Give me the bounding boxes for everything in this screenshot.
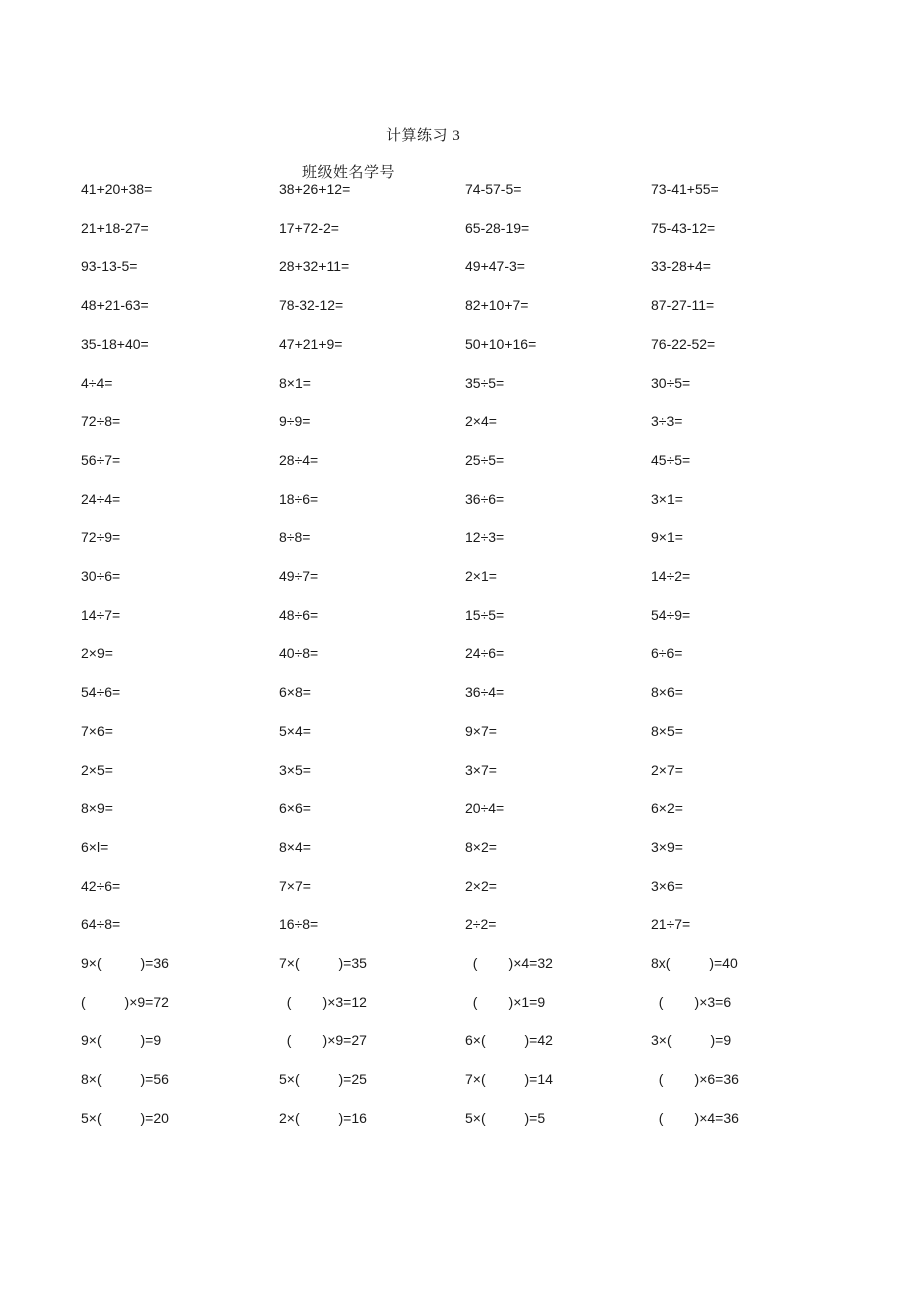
problem-cell: 6÷6= [651, 645, 683, 662]
problem-cell: 30÷5= [651, 374, 691, 391]
problem-cell: 24÷4= [81, 490, 121, 507]
problem-cell: 25÷5= [465, 451, 505, 468]
problem-cell: 21+18-27= [81, 219, 149, 236]
problem-cell: 54÷9= [651, 606, 691, 623]
problem-cell: 72÷9= [81, 529, 121, 546]
problem-cell: 48+21-63= [81, 297, 149, 314]
problem-cell: 5×( )=25 [279, 1071, 367, 1088]
problem-cell: 3÷3= [651, 413, 683, 430]
page-title: 计算练习 3 [386, 128, 461, 144]
problem-cell: ( )×3=6 [651, 993, 732, 1010]
problem-cell: 8×( )=56 [81, 1071, 169, 1088]
problem-cell: 15÷5= [465, 606, 505, 623]
problem-cell: 9×1= [651, 529, 683, 546]
problem-cell: 8×9= [81, 800, 113, 817]
problem-cell: 41+20+38= [81, 181, 153, 197]
problem-cell: 18÷6= [279, 490, 319, 507]
problem-cell: 9×( )=36 [81, 955, 169, 971]
problem-cell: 8÷8= [279, 529, 311, 546]
problem-cell: 82+10+7= [465, 297, 529, 314]
student-info-line: 班级姓名学号 [302, 165, 396, 181]
problem-cell: ( )×3=12 [279, 993, 367, 1010]
problem-cell: 5×( )=20 [81, 1109, 169, 1126]
problem-cell: 7×( )=14 [465, 1071, 553, 1088]
problem-cell: 78-32-12= [279, 297, 344, 314]
problem-cell: 76-22-52= [651, 335, 716, 352]
problem-cell: 33-28+4= [651, 258, 711, 275]
problem-cell: 12÷3= [465, 529, 505, 546]
problem-cell: 3×6= [651, 877, 683, 894]
problem-cell: 3×( )=9 [651, 1032, 732, 1049]
problem-cell: ( )×6=36 [651, 1071, 739, 1088]
problem-cell: 5×4= [279, 722, 311, 739]
problem-cell: 9×7= [465, 722, 497, 739]
problem-cell: 2×( )=16 [279, 1109, 367, 1126]
problem-cell: 8×1= [279, 374, 311, 391]
problem-cell: 64÷8= [81, 916, 121, 933]
problem-cell: 36÷6= [465, 490, 505, 507]
problem-cell: 38+26+12= [279, 181, 351, 197]
problem-cell: 8×6= [651, 684, 683, 701]
problem-cell: 36÷4= [465, 684, 505, 701]
problem-cell: 2×9= [81, 645, 113, 662]
problem-cell: 8×4= [279, 838, 311, 855]
problem-cell: 20÷4= [465, 800, 505, 817]
problem-cell: 3×5= [279, 761, 311, 778]
problem-cell: 21÷7= [651, 916, 691, 933]
problem-cell: 6×6= [279, 800, 311, 817]
problem-cell: 8x( )=40 [651, 955, 738, 971]
problem-cell: 9×( )=9 [81, 1032, 162, 1049]
problem-cell: 9÷9= [279, 413, 311, 430]
problem-cell: 35÷5= [465, 374, 505, 391]
problem-cell: 2×4= [465, 413, 497, 430]
problem-cell: 72÷8= [81, 413, 121, 430]
problem-cell: 2×2= [465, 877, 497, 894]
problem-cell: 3×7= [465, 761, 497, 778]
problem-cell: 42÷6= [81, 877, 121, 894]
problem-cell: 7×7= [279, 877, 311, 894]
problem-cell: 35-18+40= [81, 335, 149, 352]
problem-cell: 6×8= [279, 684, 311, 701]
problem-cell: ( )×9=72 [81, 993, 169, 1010]
problem-cell: 28+32+11= [279, 258, 350, 275]
problem-cell: 3×9= [651, 838, 683, 855]
problem-cell: 6×( )=42 [465, 1032, 553, 1049]
problem-cell: 6×l= [81, 838, 109, 855]
problem-cell: 14÷7= [81, 606, 121, 623]
problem-cell: ( )×4=36 [651, 1109, 739, 1126]
problem-cell: 40÷8= [279, 645, 319, 662]
problem-cell: 54÷6= [81, 684, 121, 701]
problem-cell: 45÷5= [651, 451, 691, 468]
problem-cell: 4÷4= [81, 374, 113, 391]
problem-cell: 50+10+16= [465, 335, 537, 352]
problem-cell: 49+47-3= [465, 258, 525, 275]
problem-cell: 49÷7= [279, 568, 319, 584]
problem-cell: 14÷2= [651, 568, 691, 584]
problem-cell: 24÷6= [465, 645, 505, 662]
problem-cell: 6×2= [651, 800, 683, 817]
problem-cell: 30÷6= [81, 568, 121, 584]
problem-cell: 7×6= [81, 722, 113, 739]
problem-cell: 28÷4= [279, 451, 319, 468]
problem-cell: 16÷8= [279, 916, 319, 933]
problem-cell: 2×1= [465, 568, 497, 584]
problem-cell: ( )×1=9 [465, 993, 546, 1010]
problem-cell: 5×( )=5 [465, 1109, 546, 1126]
problem-cell: 8×5= [651, 722, 683, 739]
problem-cell: 17+72-2= [279, 219, 339, 236]
problem-cell: 3×1= [651, 490, 683, 507]
problem-cell: 87-27-11= [651, 297, 715, 314]
problem-cell: 2×5= [81, 761, 113, 778]
problem-cell: ( )×9=27 [279, 1032, 367, 1049]
problem-cell: 93-13-5= [81, 258, 138, 275]
problem-cell: ( )×4=32 [465, 955, 553, 971]
problem-cell: 2÷2= [465, 916, 497, 933]
problem-cell: 48÷6= [279, 606, 319, 623]
problem-cell: 65-28-19= [465, 219, 530, 236]
problem-cell: 8×2= [465, 838, 497, 855]
problem-cell: 74-57-5= [465, 181, 522, 197]
problem-cell: 7×( )=35 [279, 955, 367, 971]
problem-cell: 2×7= [651, 761, 683, 778]
problem-cell: 56÷7= [81, 451, 121, 468]
problem-cell: 47+21+9= [279, 335, 343, 352]
problem-cell: 73-41+55= [651, 181, 719, 197]
problem-cell: 75-43-12= [651, 219, 716, 236]
